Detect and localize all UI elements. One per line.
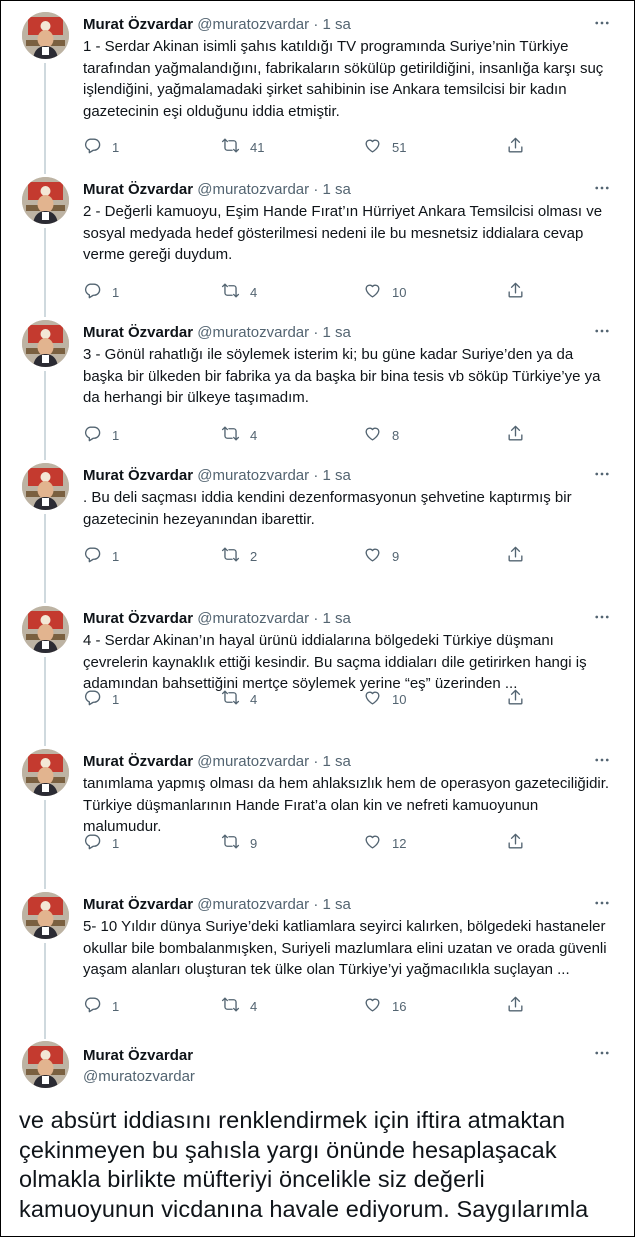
more-icon[interactable] (592, 13, 612, 33)
author-name[interactable]: Murat Özvardar (83, 753, 194, 770)
avatar[interactable] (22, 12, 69, 59)
share-icon (506, 281, 535, 303)
retweet-icon (221, 995, 250, 1017)
like-button[interactable] (363, 546, 402, 566)
avatar[interactable] (22, 606, 69, 653)
reply-button[interactable] (83, 137, 122, 157)
tweet-header (83, 323, 351, 343)
like-count: 9 (392, 548, 400, 564)
reply-icon (83, 545, 112, 567)
reply-button[interactable] (83, 425, 122, 445)
like-icon (363, 995, 392, 1017)
author-name[interactable]: Murat Özvardar (83, 1047, 194, 1064)
avatar[interactable] (22, 177, 69, 224)
reply-count: 1 (112, 835, 120, 851)
like-count: 8 (392, 427, 400, 443)
reply-icon (83, 688, 112, 710)
author-handle[interactable]: @muratozvardar (83, 1068, 195, 1085)
reply-icon (83, 281, 112, 303)
avatar[interactable] (22, 320, 69, 367)
like-button[interactable] (363, 137, 406, 157)
like-button[interactable] (363, 425, 402, 445)
author-handle[interactable]: @muratozvardar (197, 753, 310, 770)
timestamp[interactable]: 1 sa (322, 324, 351, 341)
retweet-button[interactable] (221, 546, 260, 566)
retweet-count: 41 (250, 139, 265, 155)
author-name[interactable]: Murat Özvardar (83, 896, 194, 913)
tweet-actions (83, 546, 543, 566)
like-count: 12 (392, 835, 407, 851)
reply-button[interactable] (83, 996, 122, 1016)
author-name[interactable]: Murat Özvardar (83, 610, 194, 627)
tweet-actions (83, 996, 543, 1016)
retweet-count: 2 (250, 548, 258, 564)
share-icon (506, 832, 535, 854)
like-icon (363, 136, 392, 158)
more-icon[interactable] (592, 464, 612, 484)
like-icon (363, 545, 392, 567)
separator: · (313, 16, 319, 33)
tweet-text: 3 - Gönül rahatlığı ile söylemek isterim ki; bu güne kadar Suriye’den ya da başka bir ülkeden bir fabrika ya da başka bir bina tesis vb söküp Türkiye’ye ya da herhangi bir ülkeye taşımadım. (83, 346, 601, 406)
share-icon (506, 995, 535, 1017)
reply-icon (83, 995, 112, 1017)
tweet-actions (83, 137, 543, 157)
like-icon (363, 832, 392, 854)
share-button[interactable] (506, 689, 535, 709)
retweet-count: 4 (250, 691, 258, 707)
final-tweet-text: ve absürt iddiasını renklendirmek için iftira atmaktan çekinmeyen bu şahısla yargı önünde hesaplaşacak olmakla birlikte müfteriyi öncelikle siz değerli kamuoyunun vicdanına havale ediyorum. Saygılarımla (19, 1107, 589, 1222)
timestamp[interactable]: 1 sa (322, 181, 351, 198)
timestamp[interactable]: 1 sa (322, 753, 351, 770)
reply-count: 1 (112, 284, 120, 300)
separator: · (313, 610, 319, 627)
more-icon[interactable] (592, 750, 612, 770)
retweet-icon (221, 281, 250, 303)
reply-icon (83, 136, 112, 158)
reply-count: 1 (112, 548, 120, 564)
retweet-button[interactable] (221, 425, 260, 445)
separator: · (313, 753, 319, 770)
reply-count: 1 (112, 998, 120, 1014)
like-count: 16 (392, 998, 407, 1014)
tweet-actions (83, 689, 543, 709)
tweet-actions (83, 282, 543, 302)
avatar[interactable] (22, 749, 69, 796)
retweet-count: 4 (250, 998, 258, 1014)
tweet[interactable] (1, 309, 634, 452)
like-count: 10 (392, 284, 407, 300)
tweet-text: 1 - Serdar Akinan isimli şahıs katıldığı TV programında Suriye’nin Türkiye tarafından yağmalandığını, fabrikaların sökülüp getirildiğini, insanlığa karşı suç işlendiğini, yağmalamadaki şirket sahibinin ise Ankara temsilcisi bir kadın gazetecinin eşi olduğunu iddia etmiştir. (83, 38, 604, 120)
tweet-header (83, 15, 351, 35)
reply-icon (83, 832, 112, 854)
retweet-button[interactable] (221, 996, 260, 1016)
retweet-button[interactable] (221, 282, 260, 302)
retweet-button[interactable] (221, 689, 260, 709)
author-name[interactable]: Murat Özvardar (83, 467, 194, 484)
like-count: 51 (392, 139, 407, 155)
like-count: 10 (392, 691, 407, 707)
reply-button[interactable] (83, 282, 122, 302)
more-icon[interactable] (592, 321, 612, 341)
like-icon (363, 688, 392, 710)
share-button[interactable] (506, 425, 535, 445)
share-icon (506, 688, 535, 710)
like-button[interactable] (363, 833, 406, 853)
share-button[interactable] (506, 546, 535, 566)
separator: · (313, 467, 319, 484)
avatar[interactable] (22, 1041, 69, 1088)
share-button[interactable] (506, 137, 535, 157)
avatar[interactable] (22, 463, 69, 510)
retweet-button[interactable] (221, 137, 264, 157)
author-name[interactable]: Murat Özvardar (83, 16, 194, 33)
tweet-actions (83, 833, 543, 853)
more-icon[interactable] (592, 178, 612, 198)
avatar[interactable] (22, 892, 69, 939)
retweet-count: 4 (250, 427, 258, 443)
tweet-header (83, 180, 351, 200)
share-icon (506, 545, 535, 567)
share-button[interactable] (506, 833, 535, 853)
like-icon (363, 281, 392, 303)
retweet-count: 9 (250, 835, 258, 851)
retweet-icon (221, 688, 250, 710)
reply-count: 1 (112, 427, 120, 443)
reply-button[interactable] (83, 833, 122, 853)
author-handle[interactable]: @muratozvardar (197, 467, 310, 484)
tweet[interactable] (1, 452, 634, 595)
more-icon[interactable] (592, 893, 612, 913)
retweet-icon (221, 136, 250, 158)
like-button[interactable] (363, 282, 406, 302)
tweet-text: 2 - Değerli kamuoyu, Eşim Hande Fırat’ın Hürriyet Ankara Temsilcisi olması ve sosyal medyada hedef gösterilmesi nedeni ile bu mesnetsiz iddialara cevap verme gereği duydum. (83, 203, 603, 263)
like-button[interactable] (363, 996, 406, 1016)
tweet[interactable] (1, 738, 634, 881)
author-handle[interactable]: @muratozvardar (197, 181, 310, 198)
author-name[interactable]: Murat Özvardar (83, 181, 194, 198)
share-button[interactable] (506, 996, 535, 1016)
like-button[interactable] (363, 689, 406, 709)
tweet-header (83, 609, 351, 629)
tweet[interactable] (1, 595, 634, 738)
reply-count: 1 (112, 691, 120, 707)
retweet-count: 4 (250, 284, 258, 300)
tweet-actions (83, 425, 543, 445)
tweet-text: 5- 10 Yıldır dünya Suriye’deki katliamlara seyirci kalırken, bölgedeki hastaneler okullar bile bombalanmışken, Suriyeli mazlumlara elini uzatan ve orada güvenli yaşam alanları oluşturan tek ülke olan Türkiye’yi yağmacılıkla suçlayan ... (83, 918, 607, 978)
reply-button[interactable] (83, 546, 122, 566)
tweet-header (83, 752, 351, 772)
retweet-icon (221, 545, 250, 567)
final-tweet-header (83, 1045, 195, 1087)
like-icon (363, 424, 392, 446)
tweet-text: tanımlama yapmış olması da hem ahlaksızlık hem de operasyon gazeteciliğidir. Türkiye düşmanlarının Hande Fırat’a olan kin ve nefreti kamuoyunun malumudur. (83, 775, 610, 835)
author-handle[interactable]: @muratozvardar (197, 896, 310, 913)
separator: · (313, 324, 319, 341)
timestamp[interactable]: 1 sa (322, 610, 351, 627)
timestamp[interactable]: 1 sa (322, 896, 351, 913)
final-tweet[interactable] (1, 1031, 634, 1106)
reply-icon (83, 424, 112, 446)
more-icon[interactable] (592, 607, 612, 627)
author-name[interactable]: Murat Özvardar (83, 324, 194, 341)
reply-count: 1 (112, 139, 120, 155)
retweet-icon (221, 832, 250, 854)
tweet[interactable] (1, 1, 634, 166)
timestamp[interactable]: 1 sa (322, 16, 351, 33)
separator: · (313, 181, 319, 198)
author-handle[interactable]: @muratozvardar (197, 610, 310, 627)
tweet-header (83, 895, 351, 915)
share-icon (506, 136, 535, 158)
separator: · (313, 896, 319, 913)
author-handle[interactable]: @muratozvardar (197, 324, 310, 341)
tweet[interactable] (1, 881, 634, 1031)
reply-button[interactable] (83, 689, 122, 709)
share-button[interactable] (506, 282, 535, 302)
timestamp[interactable]: 1 sa (322, 467, 351, 484)
retweet-icon (221, 424, 250, 446)
retweet-button[interactable] (221, 833, 260, 853)
tweet[interactable] (1, 166, 634, 309)
tweet-text: 4 - Serdar Akinan’ın hayal ürünü iddialarına bölgedeki Türkiye düşmanı çevrelerin kaynaklık ettiği kesindir. Bu saçma iddiaları dile getirirken hangi iş adamından bahsettiğini mertçe söylemek yerine “eş” üzerinden ... (83, 632, 587, 692)
author-handle[interactable]: @muratozvardar (197, 16, 310, 33)
tweet-header (83, 466, 351, 486)
share-icon (506, 424, 535, 446)
tweet-text: . Bu deli saçması iddia kendini dezenformasyonun şehvetine kaptırmış bir gazetecinin hezeyanından ibarettir. (83, 489, 572, 528)
more-icon[interactable] (592, 1043, 612, 1063)
